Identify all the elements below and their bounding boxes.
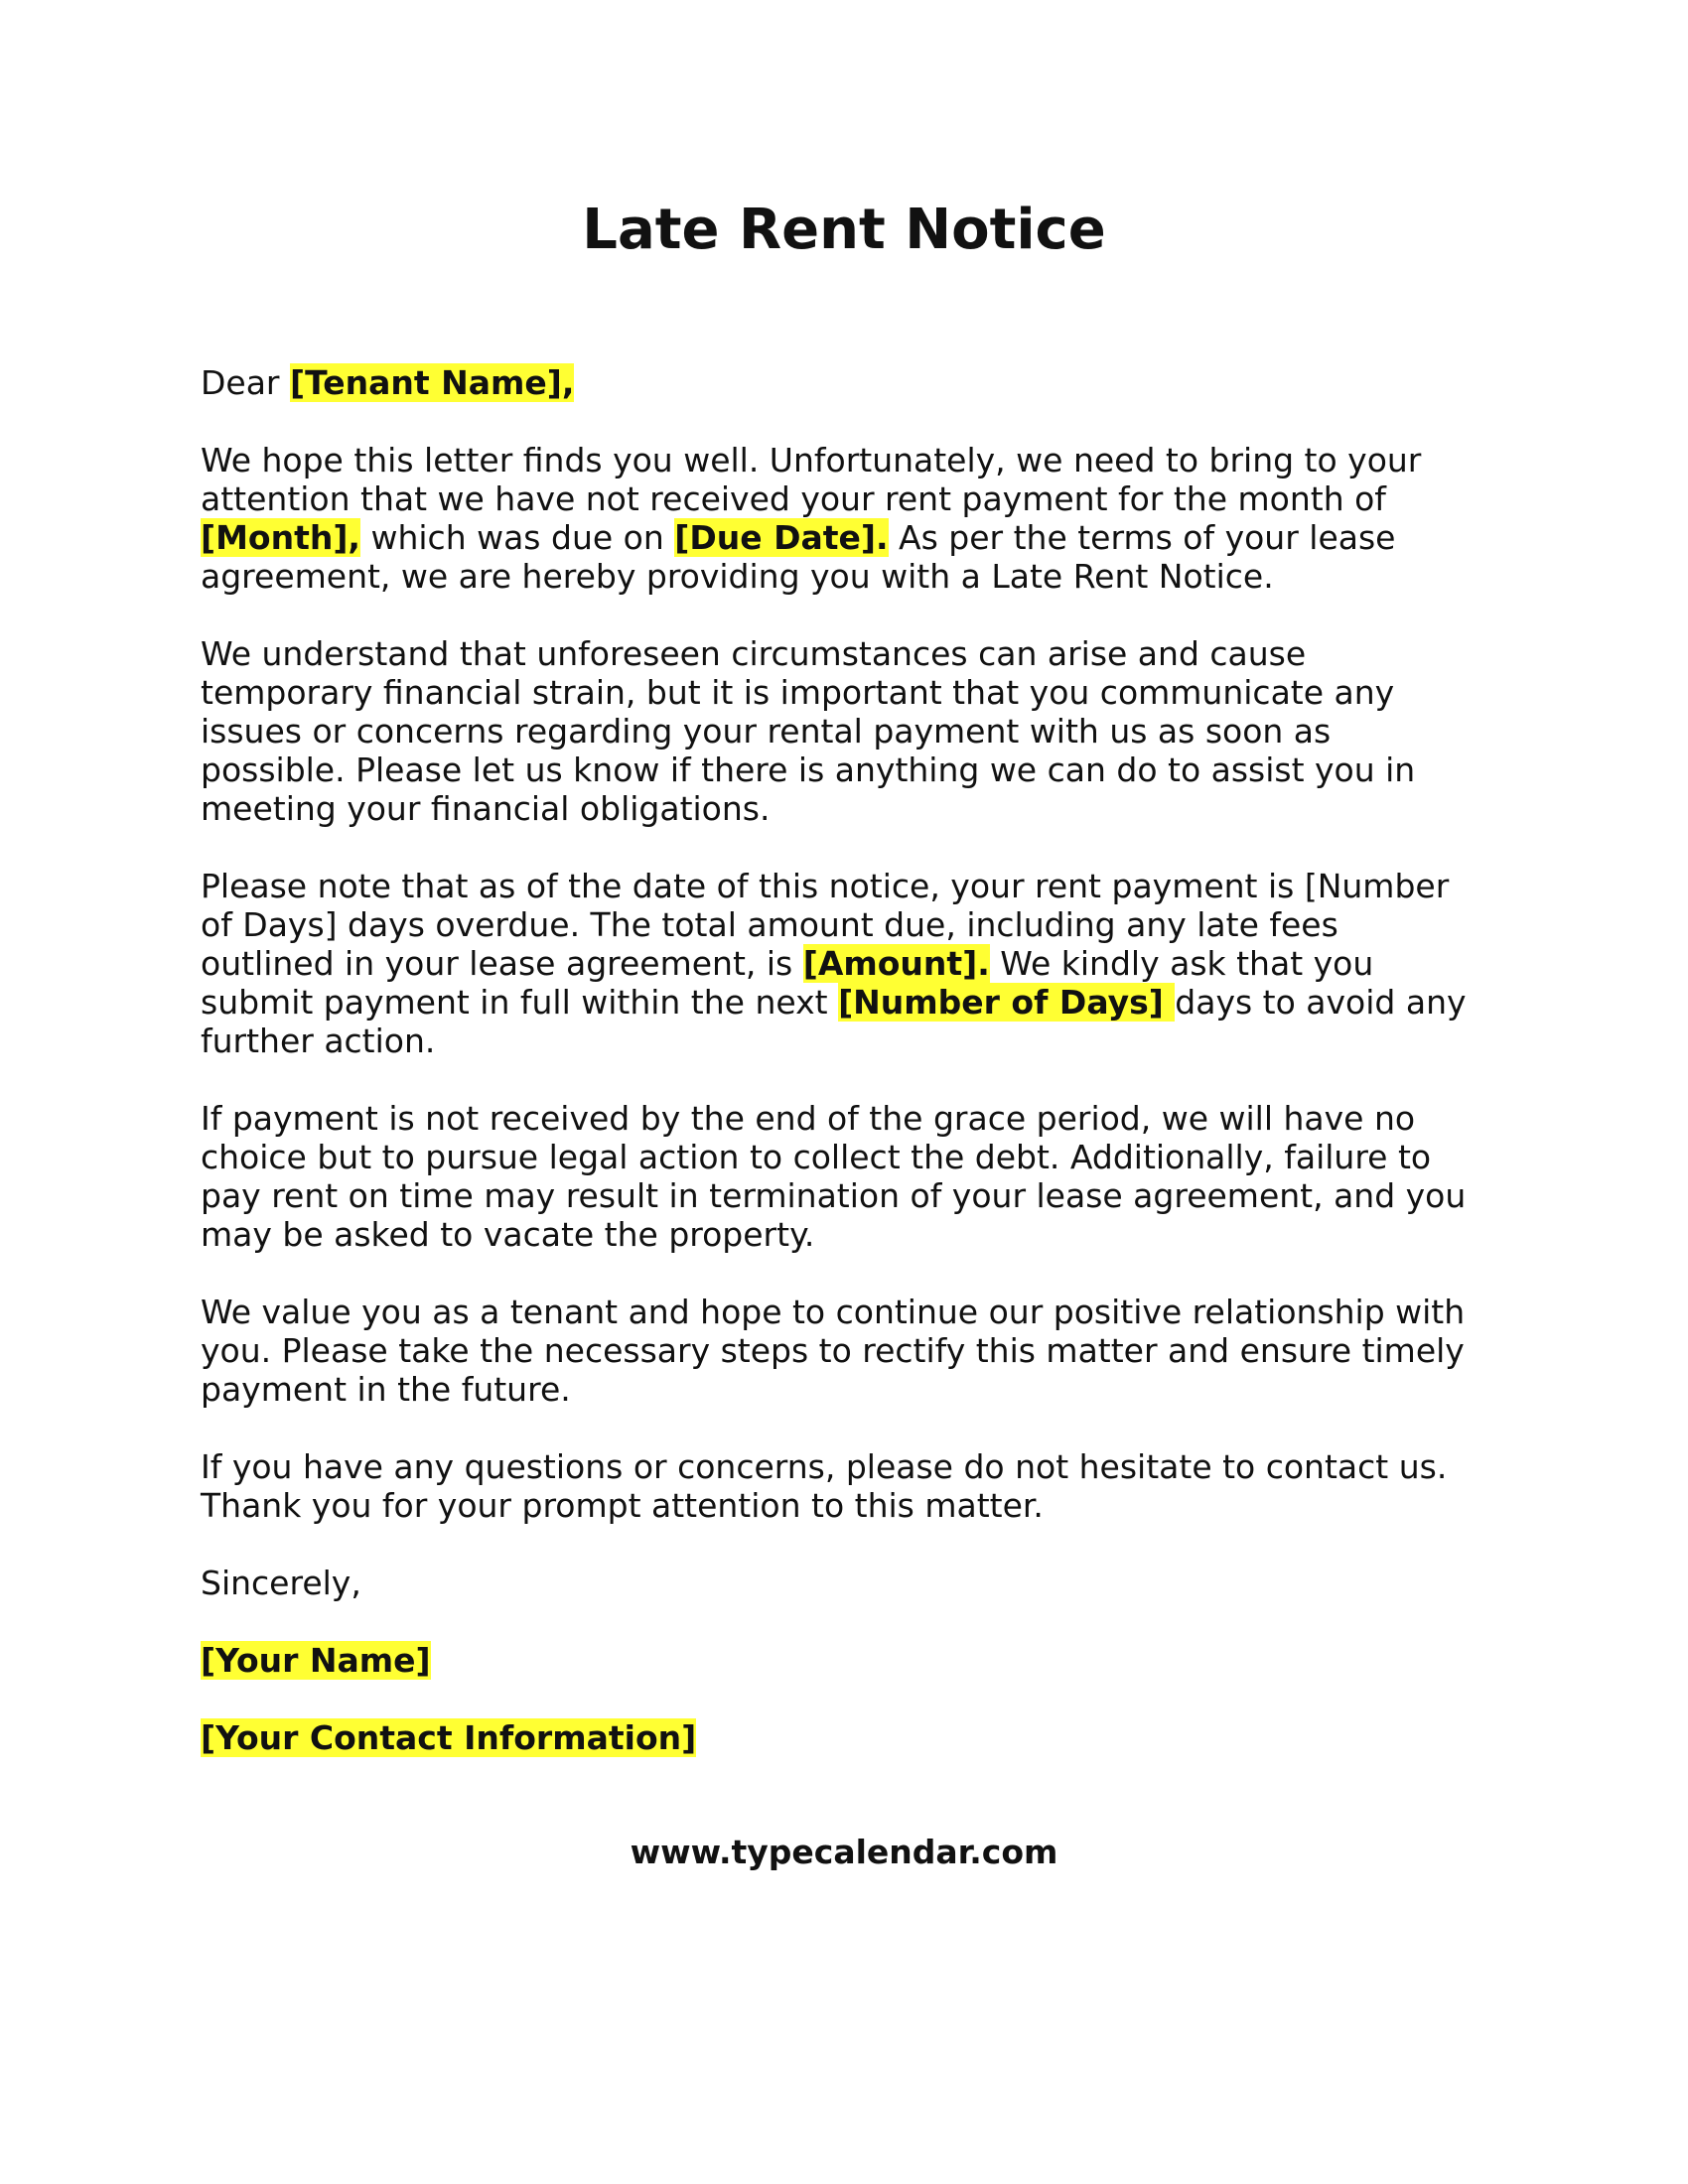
para1-line3-text: which was due on bbox=[359, 518, 675, 557]
greeting bbox=[201, 363, 1501, 402]
letter-body bbox=[201, 363, 1501, 1796]
para1-line1: We hope this letter finds you well. Unfortunately, we need to bring to your bbox=[201, 441, 1422, 479]
para2-line1: We understand that unforeseen circumstances can arise and cause bbox=[201, 634, 1307, 673]
para4-line2: choice but to pursue legal action to collect the debt. Additionally, failure to bbox=[201, 1138, 1432, 1176]
paragraph-5 bbox=[201, 1293, 1501, 1409]
para1-line3-end: As per the terms of your lease bbox=[888, 518, 1396, 557]
para4-line4: may be asked to vacate the property. bbox=[201, 1215, 815, 1254]
para3-line3-text: outlined in your lease agreement, is bbox=[201, 944, 803, 983]
para1-line2: attention that we have not received your rent payment for the month of bbox=[201, 479, 1386, 518]
para4-line3: pay rent on time may result in termination of your lease agreement, and you bbox=[201, 1176, 1467, 1215]
para4-line1: If payment is not received by the end of the grace period, we will have no bbox=[201, 1099, 1416, 1138]
month-placeholder: [Month], bbox=[201, 518, 360, 557]
para3-line4-text: submit payment in full within the next bbox=[201, 983, 839, 1022]
tenant-name-placeholder: [Tenant Name], bbox=[290, 363, 575, 402]
para3-line4-end: days to avoid any bbox=[1175, 983, 1467, 1022]
amount-placeholder: [Amount]. bbox=[802, 944, 990, 983]
para2-line3: issues or concerns regarding your rental payment with us as soon as bbox=[201, 712, 1332, 751]
para2-line4: possible. Please let us know if there is anything we can do to assist you in bbox=[201, 751, 1416, 789]
para3-line1: Please note that as of the date of this notice, your rent payment is [Number bbox=[201, 867, 1450, 905]
document-title: Late Rent Notice bbox=[582, 198, 1106, 262]
para6-line2: Thank you for your prompt attention to this matter. bbox=[201, 1486, 1044, 1525]
contact-info-line bbox=[201, 1718, 1501, 1757]
para5-line1: We value you as a tenant and hope to continue our positive relationship with bbox=[201, 1293, 1466, 1331]
paragraph-6 bbox=[201, 1447, 1501, 1525]
para2-line5: meeting your financial obligations. bbox=[201, 789, 771, 828]
para5-line3: payment in the future. bbox=[201, 1370, 571, 1409]
para3-line5: further action. bbox=[201, 1022, 436, 1060]
closing: Sincerely, bbox=[201, 1564, 361, 1602]
your-name-placeholder: [Your Name] bbox=[201, 1641, 431, 1680]
para3-line2: of Days] days overdue. The total amount due, including any late fees bbox=[201, 905, 1338, 944]
para2-line2: temporary financial strain, but it is important that you communicate any bbox=[201, 673, 1395, 712]
greeting-prefix: Dear bbox=[201, 363, 290, 402]
para6-line1: If you have any questions or concerns, please do not hesitate to contact us. bbox=[201, 1447, 1448, 1486]
para3-line3-end: We kindly ask that you bbox=[989, 944, 1374, 983]
your-name-line bbox=[201, 1641, 1501, 1680]
para1-line4: agreement, we are hereby providing you with a Late Rent Notice. bbox=[201, 557, 1274, 596]
contact-info-placeholder: [Your Contact Information] bbox=[201, 1718, 697, 1757]
paragraph-3 bbox=[201, 867, 1501, 1060]
paragraph-2 bbox=[201, 634, 1501, 828]
due-date-placeholder: [Due Date]. bbox=[674, 518, 889, 557]
paragraph-4 bbox=[201, 1099, 1501, 1254]
footer-url: www.typecalendar.com bbox=[630, 1833, 1058, 1871]
para5-line2: you. Please take the necessary steps to rectify this matter and ensure timely bbox=[201, 1331, 1465, 1370]
paragraph-1 bbox=[201, 441, 1501, 596]
number-of-days-placeholder: [Number of Days] bbox=[838, 983, 1176, 1022]
